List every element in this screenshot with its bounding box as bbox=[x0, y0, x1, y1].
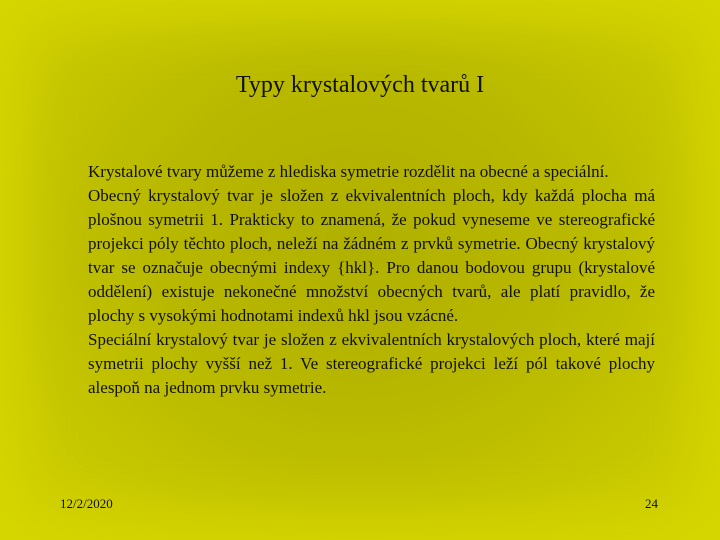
slide-body bbox=[88, 160, 655, 400]
footer-date: 12/2/2020 bbox=[60, 496, 113, 511]
paragraph-special-form: Speciální krystalový tvar je složen z ekvivalentních krystalových ploch, které mají symetrii plochy vyšší než 1. Ve stereografické projekci leží pól takové plochy alespoň na jednom prvku symetrie. bbox=[88, 330, 655, 397]
paragraph-general-form: Obecný krystalový tvar je složen z ekvivalentních ploch, kdy každá plocha má plošnou symetrii 1. Prakticky to znamená, že pokud vyneseme ve stereografické projekci póly těchto ploch, neleží na žádném z prvků symetrie. Obecný krystalový tvar se označuje obecnými indexy {hkl}. Pro danou bodovou grupu (krystalové oddělení) existuje nekonečné množství obecných tvarů, ale platí pravidlo, že plochy s vysokými hodnotami indexů hkl jsou vzácné. bbox=[88, 186, 655, 325]
page-number: 24 bbox=[645, 496, 658, 511]
paragraph-intro: Krystalové tvary můžeme z hlediska symetrie rozdělit na obecné a speciální. bbox=[88, 162, 609, 181]
slide-title: Typy krystalových tvarů I bbox=[235, 72, 485, 98]
